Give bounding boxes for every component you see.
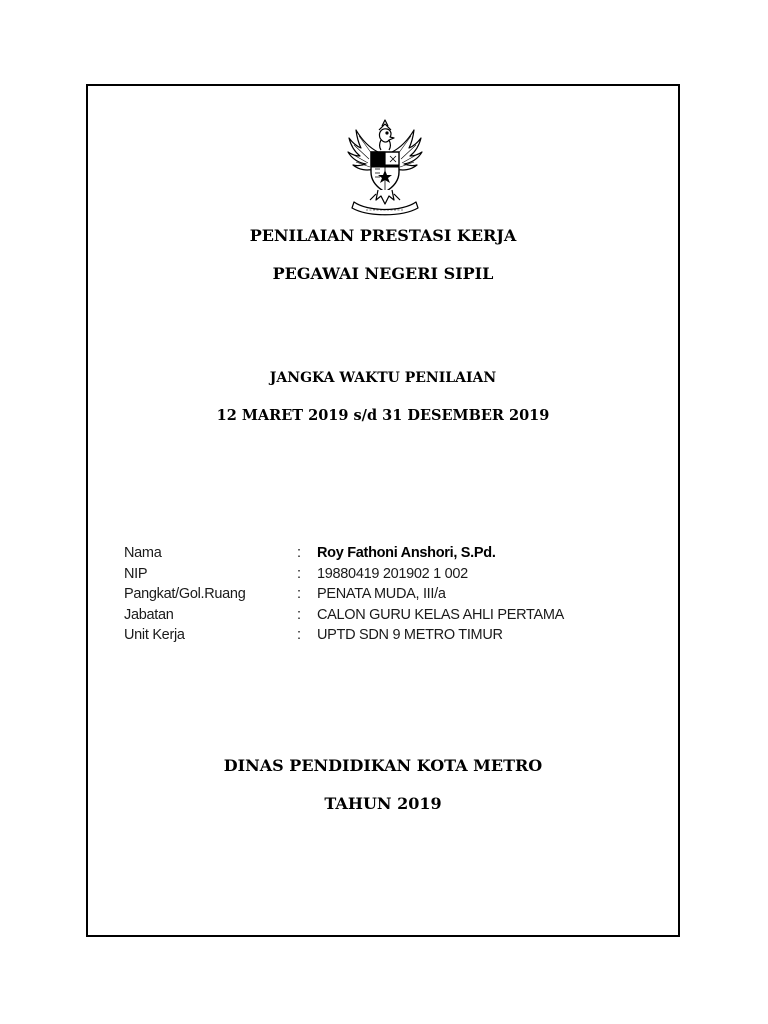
document-subtitle: PEGAWAI NEGERI SIPIL bbox=[272, 264, 494, 283]
identity-label: Jabatan bbox=[124, 606, 174, 623]
identity-label: Unit Kerja bbox=[124, 627, 185, 643]
identity-separator: : bbox=[297, 565, 302, 582]
assessment-period-range: 12 MARET 2019 s/d 31 DESEMBER 2019 bbox=[216, 407, 550, 424]
document-title: PENILAIAN PRESTASI KERJA bbox=[249, 226, 517, 245]
employee-rank: PENATA MUDA, III/a bbox=[317, 586, 446, 602]
garuda-emblem-icon bbox=[342, 116, 428, 220]
document-year: TAHUN 2019 bbox=[324, 794, 442, 813]
identity-label: NIP bbox=[124, 565, 148, 582]
employee-position: CALON GURU KELAS AHLI PERTAMA bbox=[317, 606, 565, 623]
identity-separator: : bbox=[297, 545, 302, 561]
identity-separator: : bbox=[297, 606, 302, 623]
employee-work-unit: UPTD SDN 9 METRO TIMUR bbox=[317, 627, 503, 643]
organization-name: DINAS PENDIDIKAN KOTA METRO bbox=[223, 756, 543, 775]
identity-label: Nama bbox=[124, 545, 162, 561]
employee-nip: 19880419 201902 1 002 bbox=[317, 565, 468, 582]
identity-separator: : bbox=[297, 627, 302, 643]
identity-separator: : bbox=[297, 586, 302, 602]
assessment-period-label: JANGKA WAKTU PENILAIAN bbox=[269, 370, 497, 386]
employee-name: Roy Fathoni Anshori, S.Pd. bbox=[317, 545, 496, 561]
identity-label: Pangkat/Gol.Ruang bbox=[124, 586, 246, 602]
